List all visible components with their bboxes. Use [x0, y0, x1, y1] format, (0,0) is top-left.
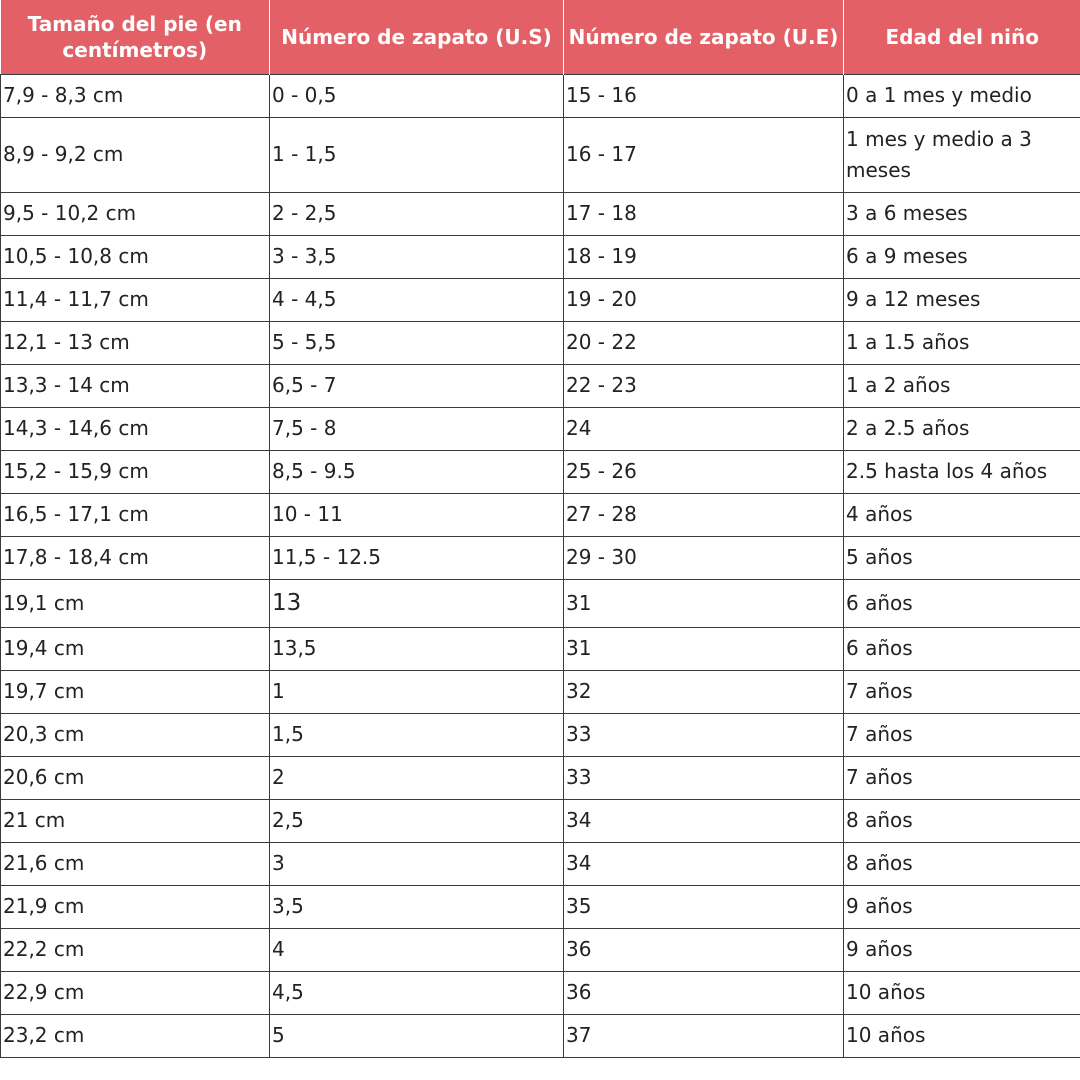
foot-size-cell: 8,9 - 9,2 cm — [1, 117, 270, 192]
table-row — [1, 799, 1080, 842]
eu-size-cell: 19 - 20 — [564, 278, 844, 321]
eu-size-cell: 17 - 18 — [564, 192, 844, 235]
foot-size-cell: 21 cm — [1, 799, 270, 842]
eu-size-cell: 18 - 19 — [564, 235, 844, 278]
age-cell: 8 años — [844, 842, 1080, 885]
table-row — [1, 192, 1080, 235]
age-cell: 2.5 hasta los 4 años — [844, 450, 1080, 493]
us-size-cell: 2 — [270, 756, 564, 799]
foot-size-cell: 20,6 cm — [1, 756, 270, 799]
us-size-cell: 5 — [270, 1014, 564, 1057]
age-cell: 7 años — [844, 670, 1080, 713]
eu-size-cell: 32 — [564, 670, 844, 713]
age-cell: 9 años — [844, 928, 1080, 971]
age-cell: 3 a 6 meses — [844, 192, 1080, 235]
us-size-cell: 1 — [270, 670, 564, 713]
us-size-cell: 4 - 4,5 — [270, 278, 564, 321]
eu-size-cell: 20 - 22 — [564, 321, 844, 364]
header-foot-size: Tamaño del pie (en centímetros) — [1, 0, 270, 74]
foot-size-cell: 23,2 cm — [1, 1014, 270, 1057]
us-size-cell: 2,5 — [270, 799, 564, 842]
foot-size-cell: 21,6 cm — [1, 842, 270, 885]
table-row — [1, 1014, 1080, 1057]
us-size-cell: 1,5 — [270, 713, 564, 756]
age-cell: 5 años — [844, 536, 1080, 579]
foot-size-cell: 10,5 - 10,8 cm — [1, 235, 270, 278]
table-row — [1, 713, 1080, 756]
us-size-cell: 6,5 - 7 — [270, 364, 564, 407]
us-size-cell: 10 - 11 — [270, 493, 564, 536]
eu-size-cell: 34 — [564, 842, 844, 885]
us-size-cell: 4,5 — [270, 971, 564, 1014]
eu-size-cell: 36 — [564, 928, 844, 971]
age-cell: 9 a 12 meses — [844, 278, 1080, 321]
age-cell: 2 a 2.5 años — [844, 407, 1080, 450]
table-row — [1, 885, 1080, 928]
table-body — [1, 74, 1080, 1057]
foot-size-cell: 19,1 cm — [1, 579, 270, 627]
age-cell: 8 años — [844, 799, 1080, 842]
table-row — [1, 971, 1080, 1014]
table-row — [1, 74, 1080, 117]
age-cell: 6 años — [844, 627, 1080, 670]
header-child-age: Edad del niño — [844, 0, 1080, 74]
foot-size-cell: 15,2 - 15,9 cm — [1, 450, 270, 493]
eu-size-cell: 34 — [564, 799, 844, 842]
age-cell: 1 mes y medio a 3 meses — [844, 117, 1080, 192]
eu-size-cell: 35 — [564, 885, 844, 928]
foot-size-cell: 11,4 - 11,7 cm — [1, 278, 270, 321]
us-size-cell: 8,5 - 9.5 — [270, 450, 564, 493]
age-cell: 1 a 2 años — [844, 364, 1080, 407]
foot-size-cell: 19,7 cm — [1, 670, 270, 713]
foot-size-cell: 13,3 - 14 cm — [1, 364, 270, 407]
eu-size-cell: 31 — [564, 627, 844, 670]
age-cell: 10 años — [844, 1014, 1080, 1057]
eu-size-cell: 33 — [564, 713, 844, 756]
foot-size-cell: 22,9 cm — [1, 971, 270, 1014]
age-cell: 6 años — [844, 579, 1080, 627]
foot-size-cell: 22,2 cm — [1, 928, 270, 971]
table-row — [1, 321, 1080, 364]
table-row — [1, 579, 1080, 627]
age-cell: 0 a 1 mes y medio — [844, 74, 1080, 117]
table-row — [1, 627, 1080, 670]
foot-size-cell: 17,8 - 18,4 cm — [1, 536, 270, 579]
us-size-cell: 11,5 - 12.5 — [270, 536, 564, 579]
us-size-cell: 5 - 5,5 — [270, 321, 564, 364]
eu-size-cell: 33 — [564, 756, 844, 799]
foot-size-cell: 14,3 - 14,6 cm — [1, 407, 270, 450]
foot-size-cell: 16,5 - 17,1 cm — [1, 493, 270, 536]
foot-size-cell: 9,5 - 10,2 cm — [1, 192, 270, 235]
age-cell: 4 años — [844, 493, 1080, 536]
eu-size-cell: 36 — [564, 971, 844, 1014]
header-row — [1, 0, 1080, 74]
table-row — [1, 450, 1080, 493]
foot-size-cell: 19,4 cm — [1, 627, 270, 670]
foot-size-cell: 7,9 - 8,3 cm — [1, 74, 270, 117]
eu-size-cell: 25 - 26 — [564, 450, 844, 493]
us-size-cell: 3 - 3,5 — [270, 235, 564, 278]
foot-size-cell: 12,1 - 13 cm — [1, 321, 270, 364]
age-cell: 9 años — [844, 885, 1080, 928]
foot-size-cell: 20,3 cm — [1, 713, 270, 756]
table-row — [1, 278, 1080, 321]
table-row — [1, 928, 1080, 971]
us-size-cell: 4 — [270, 928, 564, 971]
eu-size-cell: 27 - 28 — [564, 493, 844, 536]
eu-size-cell: 31 — [564, 579, 844, 627]
table-row — [1, 756, 1080, 799]
eu-size-cell: 37 — [564, 1014, 844, 1057]
us-size-cell: 2 - 2,5 — [270, 192, 564, 235]
table-row — [1, 670, 1080, 713]
us-size-cell: 7,5 - 8 — [270, 407, 564, 450]
table-header — [1, 0, 1080, 74]
table-row — [1, 407, 1080, 450]
age-cell: 10 años — [844, 971, 1080, 1014]
eu-size-cell: 22 - 23 — [564, 364, 844, 407]
eu-size-cell: 15 - 16 — [564, 74, 844, 117]
us-size-cell: 13 — [270, 579, 564, 627]
us-size-cell: 0 - 0,5 — [270, 74, 564, 117]
foot-size-cell: 21,9 cm — [1, 885, 270, 928]
us-size-cell: 1 - 1,5 — [270, 117, 564, 192]
age-cell: 1 a 1.5 años — [844, 321, 1080, 364]
age-cell: 7 años — [844, 756, 1080, 799]
table-row — [1, 842, 1080, 885]
table-row — [1, 117, 1080, 192]
header-us-size: Número de zapato (U.S) — [270, 0, 564, 74]
table-row — [1, 536, 1080, 579]
us-size-cell: 3,5 — [270, 885, 564, 928]
us-size-cell: 13,5 — [270, 627, 564, 670]
age-cell: 6 a 9 meses — [844, 235, 1080, 278]
us-size-cell: 3 — [270, 842, 564, 885]
eu-size-cell: 29 - 30 — [564, 536, 844, 579]
table-row — [1, 364, 1080, 407]
header-eu-size: Número de zapato (U.E) — [564, 0, 844, 74]
age-cell: 7 años — [844, 713, 1080, 756]
eu-size-cell: 16 - 17 — [564, 117, 844, 192]
table-row — [1, 235, 1080, 278]
table-row — [1, 493, 1080, 536]
eu-size-cell: 24 — [564, 407, 844, 450]
